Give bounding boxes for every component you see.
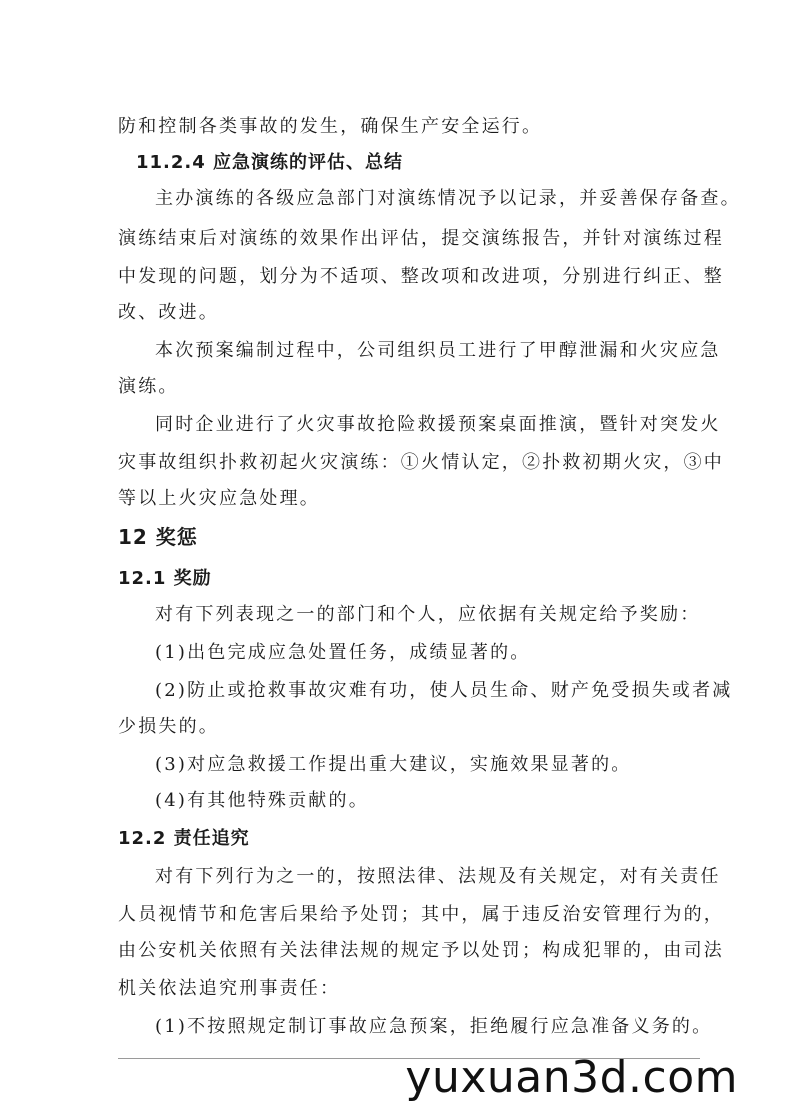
body-text-line: 防和控制各类事故的发生，确保生产安全运行。 [118, 116, 543, 137]
paragraph-line: 中发现的问题，划分为不适项、整改项和改进项，分别进行纠正、整 [118, 266, 724, 287]
section-heading-11-2-4: 11.2.4 应急演练的评估、总结 [136, 152, 404, 173]
paragraph-line: 对有下列行为之一的，按照法律、法规及有关规定，对有关责任 [155, 866, 721, 887]
paragraph-line: 演练。 [118, 376, 179, 397]
paragraph-line: 对有下列表现之一的部门和个人，应依据有关规定给予奖励： [155, 604, 701, 625]
list-item: (1)不按照规定制订事故应急预案，拒绝履行应急准备义务的。 [155, 1016, 713, 1037]
paragraph-line: 等以上火灾应急处理。 [118, 488, 320, 509]
section-heading-12-1: 12.1 奖励 [118, 568, 212, 589]
paragraph-line: 改、改进。 [118, 302, 219, 323]
watermark: yuxuan3d.com [405, 1052, 738, 1103]
list-item: (4)有其他特殊贡献的。 [155, 790, 369, 811]
paragraph-line: 同时企业进行了火灾事故抢险救援预案桌面推演，暨针对突发火 [155, 414, 721, 435]
paragraph-line: 机关依法追究刑事责任： [118, 978, 341, 999]
paragraph-line: 本次预案编制过程中，公司组织员工进行了甲醇泄漏和火灾应急 [155, 340, 721, 361]
section-heading-12-2: 12.2 责任追究 [118, 828, 250, 849]
paragraph-line: 由公安机关依照有关法律法规的规定予以处罚；构成犯罪的，由司法 [118, 940, 724, 961]
paragraph-line: 人员视情节和危害后果给予处罚；其中，属于违反治安管理行为的， [118, 904, 724, 925]
chapter-heading-12: 12 奖惩 [118, 525, 198, 549]
paragraph-line: 主办演练的各级应急部门对演练情况予以记录，并妥善保存备查。 [155, 188, 741, 209]
list-item: (3)对应急救援工作提出重大建议，实施效果显著的。 [155, 754, 632, 775]
list-item: (1)出色完成应急处置任务，成绩显著的。 [155, 642, 531, 663]
list-item-continuation: 少损失的。 [118, 716, 219, 737]
paragraph-line: 演练结束后对演练的效果作出评估，提交演练报告，并针对演练过程 [118, 228, 724, 249]
list-item: (2)防止或抢救事故灾难有功，使人员生命、财产免受损失或者减 [155, 680, 733, 701]
paragraph-line: 灾事故组织扑救初起火灾演练：①火情认定，②扑救初期火灾，③中 [118, 452, 724, 473]
